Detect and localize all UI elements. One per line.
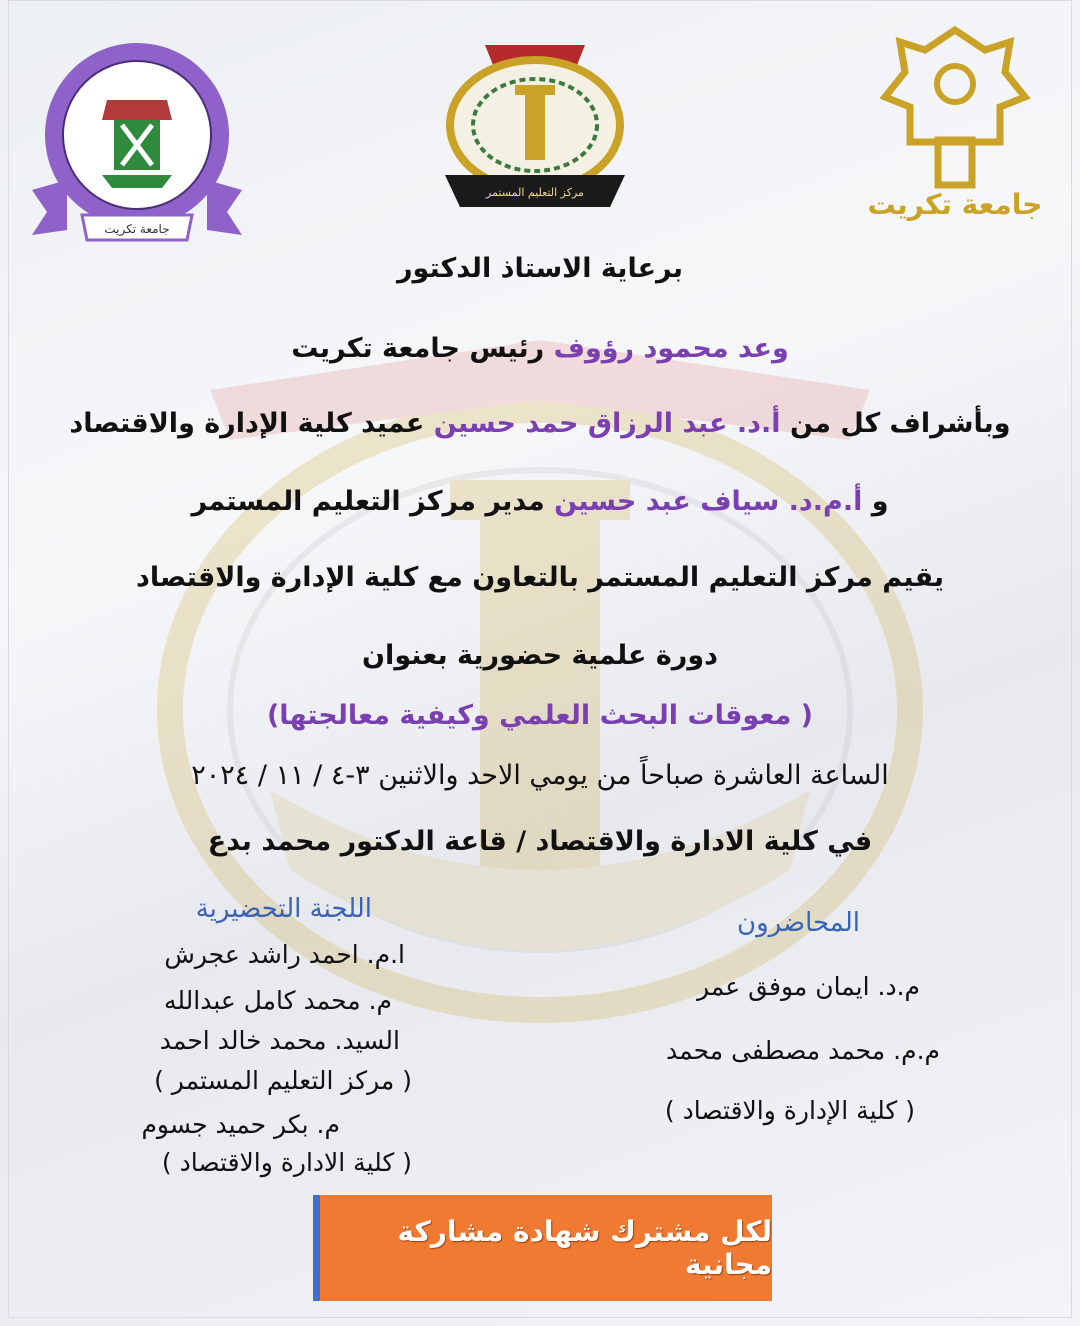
lecturers-title: المحاضرون bbox=[737, 908, 860, 938]
organizer-line bbox=[0, 562, 1080, 593]
patronage-text: برعاية الاستاذ الدكتور bbox=[397, 253, 683, 284]
supervision-prefix: وبأشراف كل من bbox=[789, 408, 1011, 439]
course-title: ( معوقات البحث العلمي وكيفية معالجتها) bbox=[266, 700, 814, 731]
patronage-line bbox=[0, 253, 1080, 284]
president-line bbox=[0, 333, 1080, 364]
course-type-line bbox=[0, 640, 1080, 671]
lecturer-item: م.د. ايمان موفق عمر bbox=[697, 972, 920, 1001]
lecturer-affiliation: ( كلية الإدارة والاقتصاد ) bbox=[664, 1096, 915, 1125]
committee-item: م. محمد كامل عبدالله bbox=[163, 986, 392, 1015]
committee-affiliation: ( كلية الادارة والاقتصاد ) bbox=[161, 1148, 412, 1177]
lecturers-section bbox=[600, 900, 940, 1140]
committee-item: م. بكر حميد جسوم bbox=[141, 1110, 340, 1139]
center-logo-ribbon-text: مركز التعليم المستمر bbox=[486, 186, 584, 199]
director-title: مدير مركز التعليم المستمر bbox=[191, 486, 545, 517]
venue-line bbox=[0, 826, 1080, 857]
committee-section bbox=[110, 890, 410, 1190]
college-logo bbox=[22, 30, 252, 255]
free-certificate-text: لكل مشترك شهادة مشاركة مجانية bbox=[397, 1215, 772, 1281]
tikrit-university-caption: جامعة تكريت bbox=[867, 188, 1043, 221]
president-title: رئيس جامعة تكريت bbox=[291, 333, 545, 364]
tikrit-university-logo bbox=[860, 22, 1050, 222]
college-logo-ribbon-text: جامعة تكريت bbox=[104, 222, 170, 236]
time-text: الساعة العاشرة صباحاً من يومي الاحد والاثنين ٣-٤ / ١١ / ٢٠٢٤ bbox=[191, 760, 889, 791]
committee-item: السيد. محمد خالد احمد bbox=[159, 1026, 400, 1055]
time-line bbox=[0, 760, 1080, 791]
committee-item: ا.م. احمد راشد عجرش bbox=[164, 940, 405, 969]
director-line bbox=[0, 486, 1080, 517]
dean-title: عميد كلية الإدارة والاقتصاد bbox=[69, 408, 425, 439]
venue-text: في كلية الادارة والاقتصاد / قاعة الدكتور محمد بدع bbox=[207, 826, 873, 857]
director-name: أ.م.د. سياف عبد حسين bbox=[554, 486, 863, 517]
center-logo bbox=[425, 25, 645, 215]
dean-name: أ.د. عبد الرزاق حمد حسين bbox=[433, 408, 781, 439]
free-certificate-banner bbox=[313, 1195, 772, 1301]
lecturer-item: م.م. محمد مصطفى محمد bbox=[666, 1036, 940, 1065]
committee-affiliation: ( مركز التعليم المستمر ) bbox=[154, 1066, 412, 1095]
president-name: وعد محمود رؤوف bbox=[553, 333, 789, 364]
supervision-line bbox=[0, 408, 1080, 439]
organizer-text: يقيم مركز التعليم المستمر بالتعاون مع كلية الإدارة والاقتصاد bbox=[135, 562, 945, 593]
course-type-text: دورة علمية حضورية بعنوان bbox=[362, 640, 718, 671]
and-connector: و bbox=[871, 486, 889, 517]
course-title-line bbox=[0, 700, 1080, 731]
committee-title: اللجنة التحضيرية bbox=[195, 894, 372, 924]
